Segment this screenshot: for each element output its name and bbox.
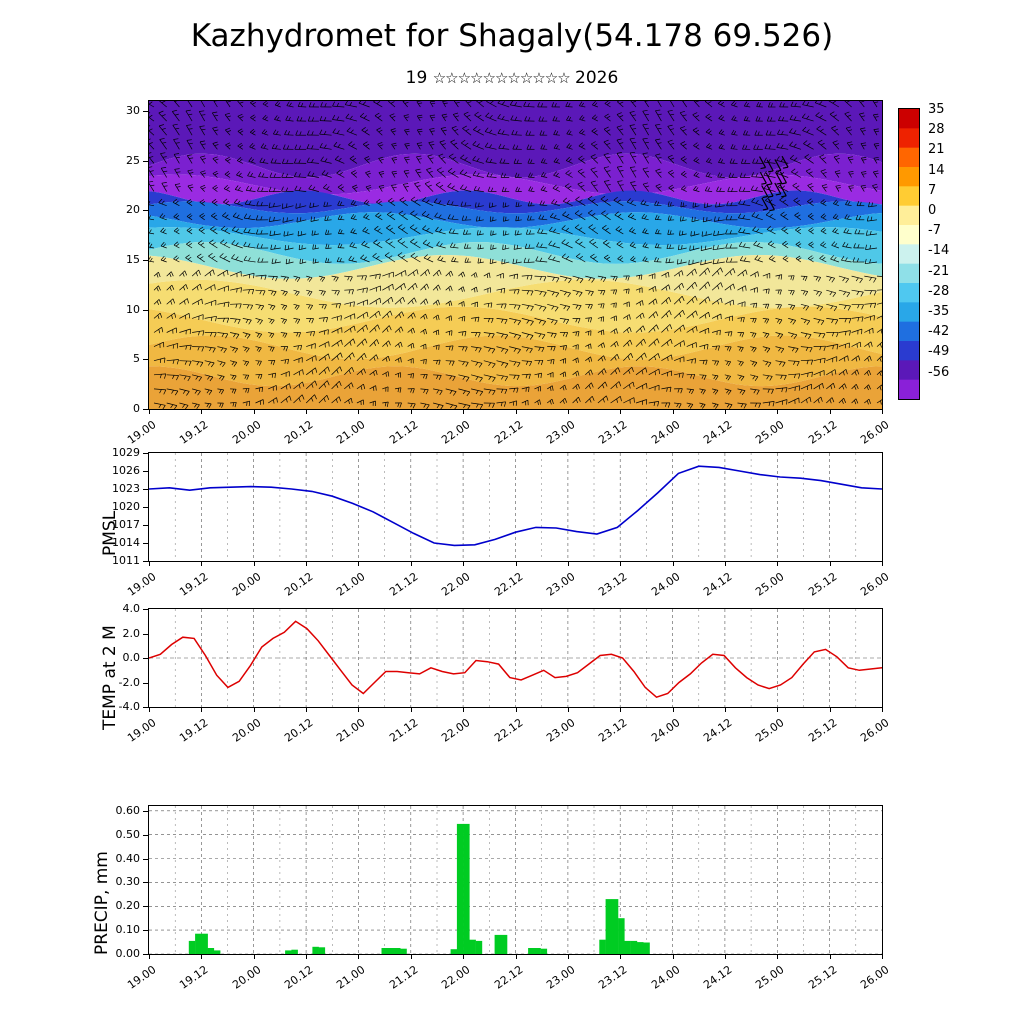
x-tick-mark xyxy=(568,954,569,959)
y-tick-label: 0.40 xyxy=(115,851,140,865)
colorbar-segment xyxy=(899,128,919,148)
x-tick-label: 25.00 xyxy=(753,963,787,992)
gridlines xyxy=(201,453,829,561)
x-tick-label: 20.00 xyxy=(229,570,264,599)
y-tick-label: 25 xyxy=(126,153,140,167)
precip-bar xyxy=(463,824,470,954)
y-tick-mark xyxy=(143,359,148,360)
x-tick-mark xyxy=(306,561,307,566)
x-tick-mark xyxy=(411,561,412,566)
precip-bar xyxy=(618,918,625,954)
precip-bar xyxy=(189,941,196,954)
precip-bar xyxy=(394,948,401,954)
y-tick-mark xyxy=(143,409,148,410)
colorbar-tick-label: 7 xyxy=(928,182,937,198)
precip-bar xyxy=(469,940,476,954)
precip-bar xyxy=(624,941,631,954)
x-tick-mark xyxy=(777,409,778,414)
colorbar-tick-label: -49 xyxy=(928,344,950,360)
precip-bar xyxy=(495,935,502,954)
x-tick-mark xyxy=(620,409,621,414)
page-title: Kazhydromet for Shagaly(54.178 69.526) xyxy=(190,18,834,54)
y-tick-label: 0.10 xyxy=(115,923,140,937)
x-tick-label: 19.00 xyxy=(125,418,159,447)
colorbar-segment xyxy=(899,341,919,361)
y-tick-mark xyxy=(143,111,148,112)
x-tick-label: 22.12 xyxy=(491,418,525,447)
cross-section-canvas xyxy=(149,101,882,409)
x-tick-label: 24.00 xyxy=(648,716,683,745)
x-tick-mark xyxy=(777,707,778,712)
colorbar-segment xyxy=(899,302,919,322)
subtitle-stars: ☆☆☆☆☆☆☆☆☆☆☆ xyxy=(432,69,570,87)
colorbar-tick-label: -14 xyxy=(928,243,950,259)
precip-bar xyxy=(319,947,326,954)
y-tick-label: 15 xyxy=(126,252,140,266)
precip-bar xyxy=(643,943,650,955)
x-tick-label: 25.12 xyxy=(805,570,840,599)
x-tick-mark xyxy=(411,954,412,959)
y-tick-mark xyxy=(143,561,148,562)
x-tick-mark xyxy=(882,954,883,959)
colorbar-segment xyxy=(899,186,919,206)
y-tick-mark xyxy=(143,310,148,311)
x-tick-mark xyxy=(254,561,255,566)
y-tick-label: 5 xyxy=(133,352,140,366)
x-tick-mark xyxy=(777,561,778,566)
precip-bar xyxy=(291,950,298,954)
colorbar-gradient xyxy=(899,109,919,399)
x-tick-label: 26.00 xyxy=(858,963,892,992)
colorbar-segment xyxy=(899,109,919,129)
x-tick-mark xyxy=(673,954,674,959)
precip-bar xyxy=(451,949,458,954)
y-tick-mark xyxy=(143,161,148,162)
x-tick-mark xyxy=(882,561,883,566)
y-tick-label: 1014 xyxy=(112,536,140,549)
precip-bar xyxy=(534,948,541,954)
x-tick-mark xyxy=(463,707,464,712)
y-tick-mark xyxy=(143,489,148,490)
y-tick-mark xyxy=(143,543,148,544)
x-tick-label: 25.12 xyxy=(805,418,840,447)
y-tick-label: 20 xyxy=(126,203,140,217)
y-tick-mark xyxy=(143,453,148,454)
x-tick-label: 24.12 xyxy=(701,716,735,745)
x-tick-mark xyxy=(254,707,255,712)
x-tick-mark xyxy=(830,707,831,712)
precip-bar xyxy=(214,950,221,954)
colorbar-tick-label: -21 xyxy=(928,263,950,279)
x-tick-label: 20.12 xyxy=(282,570,316,599)
x-tick-label: 23.00 xyxy=(544,570,578,599)
x-tick-label: 23.00 xyxy=(544,716,578,745)
temp-axis-label: TEMP at 2 M xyxy=(100,625,120,730)
colorbar-segment xyxy=(899,380,919,399)
precip-bar xyxy=(457,824,464,954)
y-tick-mark xyxy=(143,260,148,261)
x-tick-label: 19.00 xyxy=(125,570,159,599)
x-tick-label: 22.00 xyxy=(439,716,473,745)
y-tick-label: 0.00 xyxy=(115,947,140,960)
x-tick-label: 24.12 xyxy=(701,570,735,599)
temp-canvas xyxy=(149,609,882,707)
y-tick-label: -2.0 xyxy=(118,675,140,689)
x-tick-label: 25.12 xyxy=(805,716,840,745)
x-tick-label: 21.12 xyxy=(386,963,421,992)
precip-canvas xyxy=(149,806,882,954)
x-tick-mark xyxy=(358,707,359,712)
precip-bar xyxy=(400,949,407,954)
x-tick-label: 20.00 xyxy=(229,418,264,447)
x-tick-label: 21.00 xyxy=(334,570,368,599)
x-tick-label: 26.00 xyxy=(858,418,892,447)
precip-bar xyxy=(388,948,395,954)
x-tick-mark xyxy=(725,954,726,959)
x-tick-mark xyxy=(254,954,255,959)
pmsl-plot xyxy=(148,452,883,562)
x-tick-label: 24.00 xyxy=(648,418,683,447)
temperature-band xyxy=(149,101,882,178)
gridlines xyxy=(201,806,829,954)
y-tick-mark xyxy=(143,683,148,684)
x-tick-label: 19.12 xyxy=(177,570,211,599)
x-tick-mark xyxy=(568,707,569,712)
y-tick-mark xyxy=(143,882,148,883)
x-tick-mark xyxy=(725,561,726,566)
precip-bar xyxy=(612,899,619,954)
x-tick-label: 24.00 xyxy=(648,570,683,599)
x-tick-mark xyxy=(882,409,883,414)
x-tick-mark xyxy=(673,707,674,712)
x-tick-mark xyxy=(149,707,150,712)
x-tick-mark xyxy=(201,561,202,566)
y-tick-mark xyxy=(143,634,148,635)
x-tick-mark xyxy=(463,561,464,566)
y-tick-label: 0.20 xyxy=(115,899,140,913)
x-tick-label: 22.00 xyxy=(439,963,473,992)
y-tick-mark xyxy=(143,658,148,659)
precip-bar xyxy=(195,934,202,954)
x-tick-label: 19.12 xyxy=(177,963,211,992)
y-tick-label: 2.0 xyxy=(122,626,140,640)
colorbar-tick-label: 14 xyxy=(928,162,945,178)
colorbar-tick-label: 35 xyxy=(928,102,945,117)
y-tick-label: 1026 xyxy=(112,464,140,477)
colorbar-segment xyxy=(899,264,919,284)
colorbar-tick-label: -35 xyxy=(928,304,950,319)
page-subtitle xyxy=(0,68,1024,88)
pmsl-canvas xyxy=(149,453,882,561)
y-tick-mark xyxy=(143,507,148,508)
x-tick-mark xyxy=(882,707,883,712)
x-tick-label: 21.12 xyxy=(386,570,421,599)
x-tick-label: 20.00 xyxy=(229,963,264,992)
x-tick-mark xyxy=(201,954,202,959)
pmsl-axis-label: PMSL xyxy=(100,510,120,556)
x-tick-mark xyxy=(358,561,359,566)
x-tick-label: 21.12 xyxy=(386,716,421,745)
x-tick-mark xyxy=(673,409,674,414)
precip-bar xyxy=(528,948,535,954)
x-tick-label: 21.00 xyxy=(334,963,368,992)
precip-plot xyxy=(148,805,883,955)
subtitle-day: 19 xyxy=(405,68,428,88)
precip-axis-label: PRECIP, mm xyxy=(92,851,112,955)
x-tick-label: 19.00 xyxy=(125,963,159,992)
y-tick-mark xyxy=(143,609,148,610)
colorbar-segment xyxy=(899,225,919,245)
x-tick-label: 23.00 xyxy=(544,418,578,447)
y-tick-mark xyxy=(143,707,148,708)
precip-bar xyxy=(382,948,389,954)
colorbar-segment xyxy=(899,167,919,187)
x-tick-label: 23.12 xyxy=(596,716,630,745)
x-tick-label: 24.12 xyxy=(701,963,735,992)
x-tick-label: 22.12 xyxy=(491,963,525,992)
y-tick-mark xyxy=(143,210,148,211)
x-tick-label: 20.12 xyxy=(282,963,316,992)
x-tick-mark xyxy=(463,409,464,414)
colorbar-segment xyxy=(899,148,919,168)
x-tick-mark xyxy=(306,707,307,712)
x-tick-mark xyxy=(149,409,150,414)
x-tick-mark xyxy=(411,409,412,414)
y-tick-label: 0.0 xyxy=(122,651,140,664)
x-tick-label: 22.12 xyxy=(491,570,525,599)
x-tick-label: 22.00 xyxy=(439,418,473,447)
x-tick-mark xyxy=(725,707,726,712)
x-tick-label: 22.00 xyxy=(439,570,473,599)
colorbar-tick-label: -56 xyxy=(928,364,950,380)
x-tick-mark xyxy=(673,561,674,566)
colorbar-tick-label: 21 xyxy=(928,142,945,158)
x-tick-label: 25.12 xyxy=(805,963,840,992)
y-tick-mark xyxy=(143,859,148,860)
x-tick-label: 20.12 xyxy=(282,716,316,745)
x-tick-label: 23.00 xyxy=(544,963,578,992)
x-tick-mark xyxy=(516,561,517,566)
x-tick-label: 26.00 xyxy=(858,570,892,599)
precip-bar xyxy=(637,942,644,954)
x-tick-label: 26.00 xyxy=(858,716,892,745)
y-tick-label: 1029 xyxy=(112,446,140,459)
x-tick-label: 19.12 xyxy=(177,716,211,745)
y-tick-mark xyxy=(143,471,148,472)
y-tick-mark xyxy=(143,811,148,812)
x-tick-mark xyxy=(306,409,307,414)
y-tick-label: 30 xyxy=(126,103,140,117)
x-tick-label: 21.00 xyxy=(334,716,368,745)
colorbar-segment xyxy=(899,206,919,226)
colorbar-tick-label: -28 xyxy=(928,283,950,299)
x-tick-label: 21.00 xyxy=(334,418,368,447)
x-tick-mark xyxy=(411,707,412,712)
x-tick-mark xyxy=(830,409,831,414)
precip-bar xyxy=(201,934,208,954)
x-tick-label: 21.12 xyxy=(386,418,421,447)
precip-bar xyxy=(312,947,319,954)
y-tick-label: 0.60 xyxy=(115,803,140,817)
subtitle-year: 2026 xyxy=(575,68,619,88)
y-tick-label: 1011 xyxy=(112,554,140,567)
y-tick-mark xyxy=(143,835,148,836)
x-tick-label: 23.12 xyxy=(596,963,630,992)
x-tick-label: 24.12 xyxy=(701,418,735,447)
x-tick-mark xyxy=(516,707,517,712)
colorbar-tick-label: 0 xyxy=(928,203,937,218)
y-tick-label: 1023 xyxy=(112,482,140,495)
precip-bar xyxy=(501,935,508,954)
y-tick-label: 10 xyxy=(126,302,140,316)
y-tick-label: -4.0 xyxy=(118,700,140,713)
x-tick-mark xyxy=(149,954,150,959)
x-tick-mark xyxy=(201,707,202,712)
x-tick-mark xyxy=(516,409,517,414)
x-tick-mark xyxy=(777,954,778,959)
y-tick-label: 0.50 xyxy=(115,827,140,841)
colorbar-tick-label: -7 xyxy=(928,223,941,239)
x-tick-mark xyxy=(149,561,150,566)
x-tick-label: 24.00 xyxy=(648,963,683,992)
x-tick-label: 25.00 xyxy=(753,418,787,447)
y-tick-label: 1020 xyxy=(112,500,140,513)
y-tick-label: 0.30 xyxy=(115,875,140,889)
colorbar-tick-label: -42 xyxy=(928,324,950,340)
y-tick-mark xyxy=(143,930,148,931)
y-tick-mark xyxy=(143,954,148,955)
x-tick-mark xyxy=(725,409,726,414)
precip-bar xyxy=(476,941,483,954)
colorbar-segment xyxy=(899,244,919,264)
x-tick-label: 23.12 xyxy=(596,570,630,599)
y-tick-mark xyxy=(143,525,148,526)
x-tick-mark xyxy=(620,954,621,959)
colorbar-segment xyxy=(899,360,919,380)
x-tick-mark xyxy=(620,707,621,712)
x-tick-mark xyxy=(620,561,621,566)
precip-bar xyxy=(631,941,638,954)
precip-bar xyxy=(208,948,215,954)
x-tick-label: 25.00 xyxy=(753,570,787,599)
x-tick-mark xyxy=(830,954,831,959)
y-tick-label: 0 xyxy=(133,402,140,415)
x-tick-mark xyxy=(516,954,517,959)
x-tick-label: 20.12 xyxy=(282,418,316,447)
x-tick-label: 25.00 xyxy=(753,716,787,745)
x-tick-mark xyxy=(830,561,831,566)
precip-bar xyxy=(541,949,548,954)
colorbar-tick-label: 28 xyxy=(928,122,945,138)
x-tick-mark xyxy=(568,409,569,414)
x-tick-mark xyxy=(463,954,464,959)
y-tick-mark xyxy=(143,906,148,907)
colorbar xyxy=(898,108,920,400)
x-tick-label: 22.12 xyxy=(491,716,525,745)
x-tick-label: 19.00 xyxy=(125,716,159,745)
precip-bar xyxy=(599,940,606,954)
x-tick-mark xyxy=(358,954,359,959)
x-tick-label: 23.12 xyxy=(596,418,630,447)
x-tick-mark xyxy=(358,409,359,414)
colorbar-segment xyxy=(899,283,919,303)
x-tick-label: 19.12 xyxy=(177,418,211,447)
y-tick-label: 4.0 xyxy=(122,602,140,615)
temp-plot xyxy=(148,608,883,708)
precip-bar xyxy=(606,899,613,954)
x-tick-label: 20.00 xyxy=(229,716,264,745)
x-tick-mark xyxy=(568,561,569,566)
cross-section-plot xyxy=(148,100,883,410)
colorbar-segment xyxy=(899,322,919,342)
y-tick-label: 1017 xyxy=(112,518,140,531)
x-tick-mark xyxy=(254,409,255,414)
precip-bar xyxy=(285,950,292,954)
x-tick-mark xyxy=(201,409,202,414)
x-tick-mark xyxy=(306,954,307,959)
